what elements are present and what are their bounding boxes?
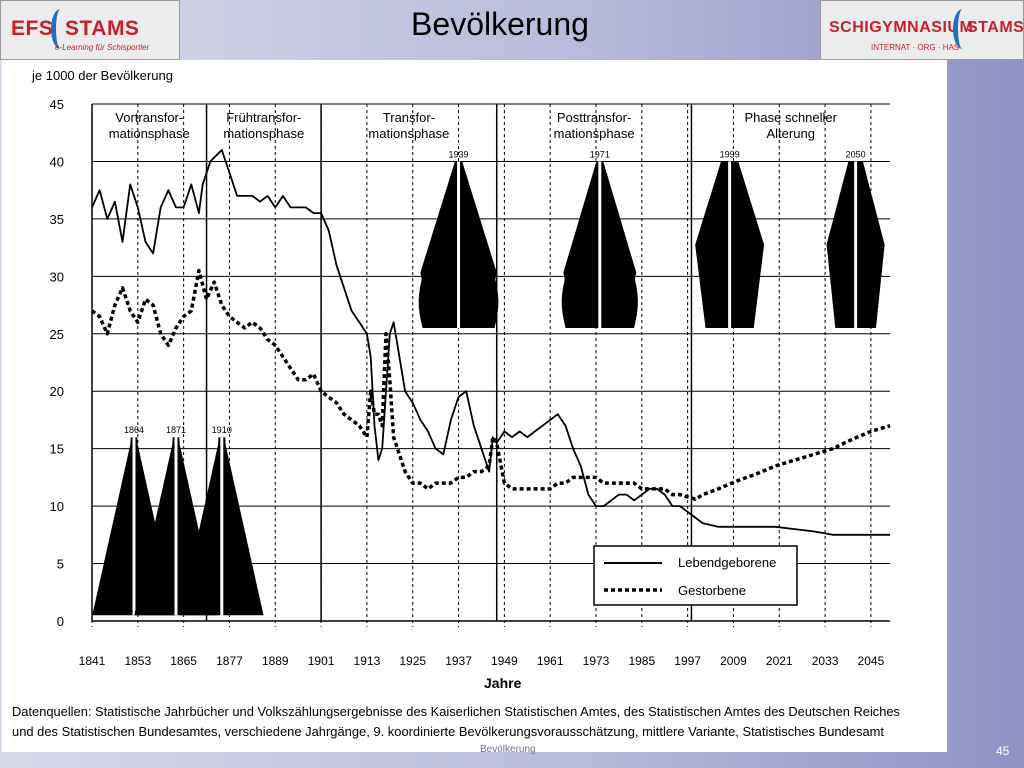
phase-label: mationsphase <box>368 126 450 141</box>
pyramid-year-label: 1910 <box>211 425 232 436</box>
source-note-line-1: Datenquellen: Statistische Jahrbücher und Volkszählungsergebnisse des Kaiserlichen Statistischen Amtes, des Statistischen Amtes des Deutschen Reiches <box>12 705 900 719</box>
x-tick-label: 1925 <box>399 654 427 668</box>
y-tick-label: 5 <box>56 556 64 572</box>
legend-label-gestorbene: Gestorbene <box>678 583 746 598</box>
x-tick-label: 2045 <box>857 654 885 668</box>
x-tick-label: 1865 <box>170 654 197 668</box>
legend <box>594 546 797 605</box>
pyramid-year-label: 2050 <box>845 149 866 160</box>
y-tick-label: 0 <box>56 614 64 629</box>
x-tick-label: 1949 <box>491 654 518 668</box>
x-tick-label: 2009 <box>720 654 747 668</box>
source-note-line-2: und des Statistischen Bundesamtes, verschiedene Jahrgänge, 9. koordinierte Bevölkerungsvorausschätzung, mittlere Variante, Statistisches Bundesamt <box>12 725 885 739</box>
slide-number: 45 <box>996 744 1010 758</box>
x-tick-label: 1841 <box>78 654 106 668</box>
birth-death-rate-chart <box>2 60 947 752</box>
y-axis-label: je 1000 der Bevölkerung <box>32 68 173 83</box>
logo-right-tagline: INTERNAT · ORG · HAS <box>871 43 960 52</box>
logo-right-brand: STAMS <box>967 19 1024 36</box>
logo-left-main: EFS <box>11 17 54 40</box>
y-tick-label: 45 <box>49 97 64 112</box>
logo-left-brand: STAMS <box>65 17 140 40</box>
x-tick-label: 1973 <box>582 654 610 668</box>
y-tick-label: 15 <box>49 441 64 457</box>
pyramid-year-label: 1939 <box>448 149 469 160</box>
x-axis-label: Jahre <box>484 675 522 691</box>
x-tick-label: 1877 <box>216 654 243 668</box>
y-tick-label: 10 <box>49 499 64 515</box>
phase-label: Frühtransfor- <box>226 110 302 125</box>
phase-label: Vortransfor- <box>115 110 184 125</box>
efs-stams-logo <box>0 0 180 60</box>
x-tick-label: 1937 <box>445 654 472 668</box>
footer-text: Bevölkerung <box>480 744 536 755</box>
legend-label-lebendgeborene: Lebendgeborene <box>678 555 777 570</box>
x-tick-label: 1997 <box>674 654 701 668</box>
pyramid-year-label: 1864 <box>123 425 145 436</box>
phase-label: Transfor- <box>382 110 436 125</box>
page-title: Bevölkerung <box>411 6 589 42</box>
y-tick-label: 30 <box>49 269 64 285</box>
pyramid-year-label: 1971 <box>589 149 610 160</box>
phase-label: Posttransfor- <box>556 110 632 125</box>
x-tick-label: 2033 <box>811 654 839 668</box>
x-tick-label: 1889 <box>261 654 289 668</box>
phase-label: Alterung <box>766 126 815 141</box>
y-tick-label: 35 <box>49 211 64 227</box>
x-tick-label: 1913 <box>353 654 381 668</box>
x-tick-label: 1901 <box>307 654 335 668</box>
x-tick-label: 1853 <box>124 654 152 668</box>
phase-label: mationsphase <box>108 126 190 141</box>
chart-panel <box>2 60 947 752</box>
x-tick-label: 1961 <box>536 654 564 668</box>
pyramid-year-label: 1999 <box>719 149 740 160</box>
schigymnasium-stams-logo <box>820 0 1024 60</box>
logo-right-main: SCHIGYMNASIUM <box>829 19 974 36</box>
x-tick-label: 2021 <box>765 654 793 668</box>
x-tick-label: 1985 <box>628 654 656 668</box>
y-tick-label: 25 <box>49 326 64 342</box>
phase-label: mationsphase <box>223 126 305 141</box>
logo-left-tagline: e-Learning für Schisportler <box>55 43 150 52</box>
phase-label: Phase schneller <box>744 110 837 125</box>
y-tick-label: 40 <box>49 154 64 170</box>
pyramid-year-label: 1871 <box>165 425 187 436</box>
phase-label: mationsphase <box>553 126 635 141</box>
y-tick-label: 20 <box>49 384 64 400</box>
